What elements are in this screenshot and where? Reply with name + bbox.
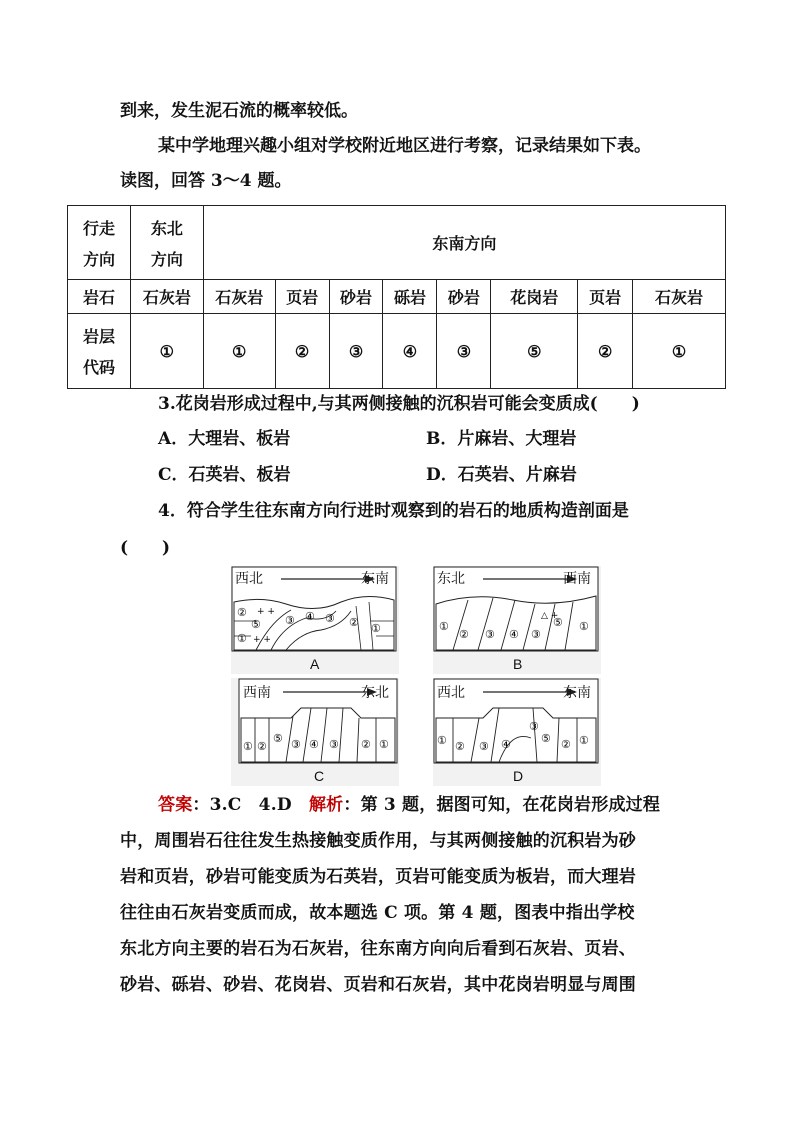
svg-text:④: ④ bbox=[509, 628, 519, 641]
figure-c-caption: C bbox=[314, 768, 325, 784]
rock-cell: 页岩 bbox=[578, 280, 633, 314]
rock-table bbox=[67, 205, 726, 389]
figure-a-caption: A bbox=[310, 656, 320, 672]
svg-text:②: ② bbox=[459, 628, 469, 641]
analysis-text-2: 中，周围岩石往往发生热接触变质作用，与其两侧接触的沉积岩为砂 bbox=[120, 831, 636, 851]
se-direction-cell: 东南方向 bbox=[203, 206, 725, 280]
svg-text:①: ① bbox=[371, 622, 381, 635]
svg-text:①: ① bbox=[439, 620, 449, 633]
svg-text:+ +: + + bbox=[253, 635, 271, 645]
svg-text:①: ① bbox=[243, 740, 253, 753]
q3-option-b: B．片麻岩、大理岩 bbox=[426, 429, 577, 449]
row-label-direction bbox=[68, 206, 131, 280]
svg-text:③: ③ bbox=[285, 614, 295, 627]
row-label-code-a: 岩层 bbox=[82, 327, 115, 346]
svg-text:②: ② bbox=[237, 606, 247, 619]
svg-text:②: ② bbox=[455, 740, 465, 753]
code-cell: ① bbox=[203, 314, 275, 389]
ne-direction-cell bbox=[130, 206, 203, 280]
figure-c-left-label: 西南 bbox=[243, 684, 271, 700]
figure-b-left-label: 东北 bbox=[437, 570, 465, 586]
svg-text:④: ④ bbox=[501, 738, 511, 751]
intro-line-1: 到来，发生泥石流的概率较低。 bbox=[120, 101, 358, 121]
analysis-text-1: ：第 3 题，据图可知，在花岗岩形成过程 bbox=[343, 795, 661, 815]
analysis-text-5: 东北方向主要的岩石为石灰岩，往东南方向向后看到石灰岩、页岩、 bbox=[120, 939, 636, 959]
figure-d-caption: D bbox=[513, 768, 524, 784]
code-cell: ④ bbox=[383, 314, 437, 389]
rock-cell: 石灰岩 bbox=[130, 280, 203, 314]
row-label-code bbox=[68, 314, 131, 389]
rock-cell: 砂岩 bbox=[437, 280, 491, 314]
figure-c-right-label: 东北 bbox=[361, 684, 389, 700]
svg-text:①: ① bbox=[237, 632, 247, 645]
code-cell: ① bbox=[633, 314, 726, 389]
svg-text:⑤: ⑤ bbox=[251, 618, 261, 631]
intro-line-2: 某中学地理兴趣小组对学校附近地区进行考察，记录结果如下表。 bbox=[158, 136, 651, 156]
svg-text:⑤: ⑤ bbox=[553, 616, 563, 629]
rock-cell: 花岗岩 bbox=[491, 280, 578, 314]
figure-b-right-label: 西南 bbox=[563, 570, 591, 586]
q4-stem: 4．符合学生往东南方向行进时观察到的岩石的地质构造剖面是 bbox=[158, 501, 629, 521]
figure-b-caption: B bbox=[513, 656, 523, 672]
ne-direction-a: 东北 bbox=[150, 218, 183, 238]
svg-text:①: ① bbox=[379, 738, 389, 751]
svg-text:①: ① bbox=[579, 620, 589, 633]
rock-cell: 砂岩 bbox=[329, 280, 383, 314]
figure-b bbox=[433, 566, 601, 674]
svg-text:③: ③ bbox=[479, 740, 489, 753]
rock-cell: 石灰岩 bbox=[633, 280, 726, 314]
svg-text:②: ② bbox=[361, 738, 371, 751]
code-cell: ③ bbox=[437, 314, 491, 389]
answer-value: ：3.C 4.D bbox=[192, 795, 292, 815]
svg-text:③: ③ bbox=[531, 628, 541, 641]
svg-text:③: ③ bbox=[529, 720, 539, 733]
svg-text:①: ① bbox=[437, 734, 447, 747]
answer-line-1 bbox=[158, 792, 660, 818]
q3-option-a: A．大理岩、板岩 bbox=[158, 429, 291, 449]
row-label-direction-b: 方向 bbox=[82, 249, 115, 269]
rock-cell: 砾岩 bbox=[383, 280, 437, 314]
code-cell: ⑤ bbox=[491, 314, 578, 389]
q3-option-d: D．石英岩、片麻岩 bbox=[426, 465, 577, 485]
analysis-text-6: 砂岩、砾岩、砂岩、花岗岩、页岩和石灰岩，其中花岗岩明显与周围 bbox=[120, 975, 636, 995]
svg-text:+ +: + + bbox=[257, 607, 275, 617]
figure-a bbox=[231, 566, 399, 674]
q4-paren: ( ) bbox=[120, 538, 171, 558]
svg-text:②: ② bbox=[257, 740, 267, 753]
row-label-rock: 岩石 bbox=[68, 280, 131, 314]
q3-option-c: C．石英岩、板岩 bbox=[158, 465, 291, 485]
figure-a-left-label: 西北 bbox=[235, 570, 263, 586]
svg-text:②: ② bbox=[349, 616, 359, 629]
answer-label: 答案 bbox=[158, 795, 193, 815]
svg-text:④: ④ bbox=[305, 610, 315, 623]
row-label-code-b: 代码 bbox=[82, 358, 115, 377]
svg-text:②: ② bbox=[561, 738, 571, 751]
intro-line-3: 读图，回答 3～4 题。 bbox=[120, 171, 292, 191]
svg-text:⑤: ⑤ bbox=[541, 732, 551, 745]
code-cell: ② bbox=[275, 314, 329, 389]
rock-cell: 页岩 bbox=[275, 280, 329, 314]
figure-c bbox=[231, 678, 399, 786]
ne-direction-b: 方向 bbox=[150, 249, 183, 269]
figure-a-right-label: 东南 bbox=[361, 570, 389, 586]
rock-cell: 石灰岩 bbox=[203, 280, 275, 314]
svg-text:③: ③ bbox=[291, 738, 301, 751]
analysis-text-3: 岩和页岩，砂岩可能变质为石英岩，页岩可能变质为板岩，而大理岩 bbox=[120, 867, 636, 887]
figure-d-right-label: 东南 bbox=[563, 684, 591, 700]
analysis-label: 解析 bbox=[308, 795, 344, 815]
figure-d bbox=[433, 678, 601, 786]
svg-text:④: ④ bbox=[309, 738, 319, 751]
code-cell: ③ bbox=[329, 314, 383, 389]
svg-text:③: ③ bbox=[485, 628, 495, 641]
row-label-direction-a: 行走 bbox=[82, 218, 115, 238]
svg-text:⑤: ⑤ bbox=[273, 732, 283, 745]
q3-stem: 3.花岗岩形成过程中,与其两侧接触的沉积岩可能会变质成( ) bbox=[158, 394, 640, 414]
svg-text:③: ③ bbox=[325, 612, 335, 625]
svg-text:③: ③ bbox=[329, 738, 339, 751]
code-cell: ② bbox=[578, 314, 633, 389]
svg-text:①: ① bbox=[579, 734, 589, 747]
svg-text:△ +: △ + bbox=[541, 611, 559, 621]
figure-d-left-label: 西北 bbox=[437, 684, 465, 700]
code-cell: ① bbox=[130, 314, 203, 389]
analysis-text-4: 往往由石灰岩变质而成，故本题选 C 项。第 4 题，图表中指出学校 bbox=[120, 903, 635, 923]
